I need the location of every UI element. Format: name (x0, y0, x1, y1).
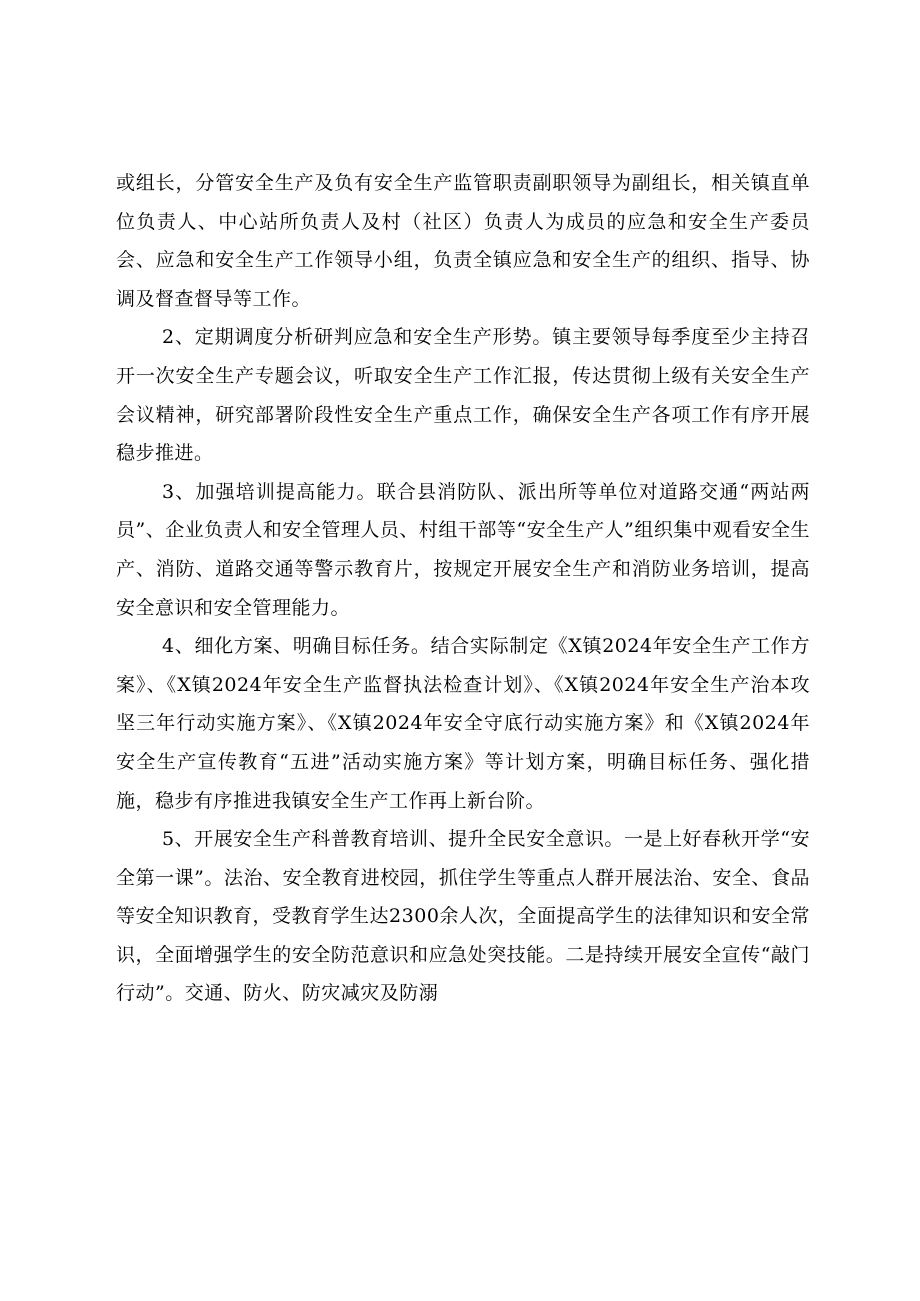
paragraph-continuation: 或组长，分管安全生产及负有安全生产监管职责副职领导为副组长，相关镇直单位负责人、中心站所负责人及村（社区）负责人为成员的应急和安全生产委员会、应急和安全生产工作领导小组，负责全镇应急和安全生产的组织、指导、协调及督查督导等工作。 (116, 172, 810, 310)
paragraph-item-3: 3、加强培训提高能力。联合县消防队、派出所等单位对道路交通“两站两员”、企业负责人和安全管理人员、村组干部等“安全生产人”组织集中观看安全生产、消防、道路交通等警示教育片，按规定开展安全生产和消防业务培训，提高安全意识和安全管理能力。 (116, 480, 810, 619)
document-body (116, 164, 810, 1013)
paragraph-item-5: 5、开展安全生产科普教育培训、提升全民安全意识。一是上好春秋开学“安全第一课”。法治、安全教育进校园，抓住学生等重点人群开展法治、安全、食品等安全知识教育，受教育学生达2300余人次，全面提高学生的法律知识和安全常识，全面增强学生的安全防范意识和应急处突技能。二是持续开展安全宣传“敲门行动”。交通、防火、防灾减灾及防溺 (116, 828, 810, 1005)
paragraph-item-4: 4、细化方案、明确目标任务。结合实际制定《X镇2024年安全生产工作方案》、《X镇2024年安全生产监督执法检查计划》、《X镇2024年安全生产治本攻坚三年行动实施方案》、《X镇2024年安全守底行动实施方案》和《X镇2024年安全生产宣传教育“五进”活动实施方案》等计划方案，明确目标任务、强化措施，稳步有序推进我镇安全生产工作再上新台阶。 (116, 635, 810, 812)
paragraph-item-2: 2、定期调度分析研判应急和安全生产形势。镇主要领导每季度至少主持召开一次安全生产专题会议，听取安全生产工作汇报，传达贯彻上级有关安全生产会议精神，研究部署阶段性安全生产重点工作，确保安全生产各项工作有序开展稳步推进。 (116, 326, 810, 465)
